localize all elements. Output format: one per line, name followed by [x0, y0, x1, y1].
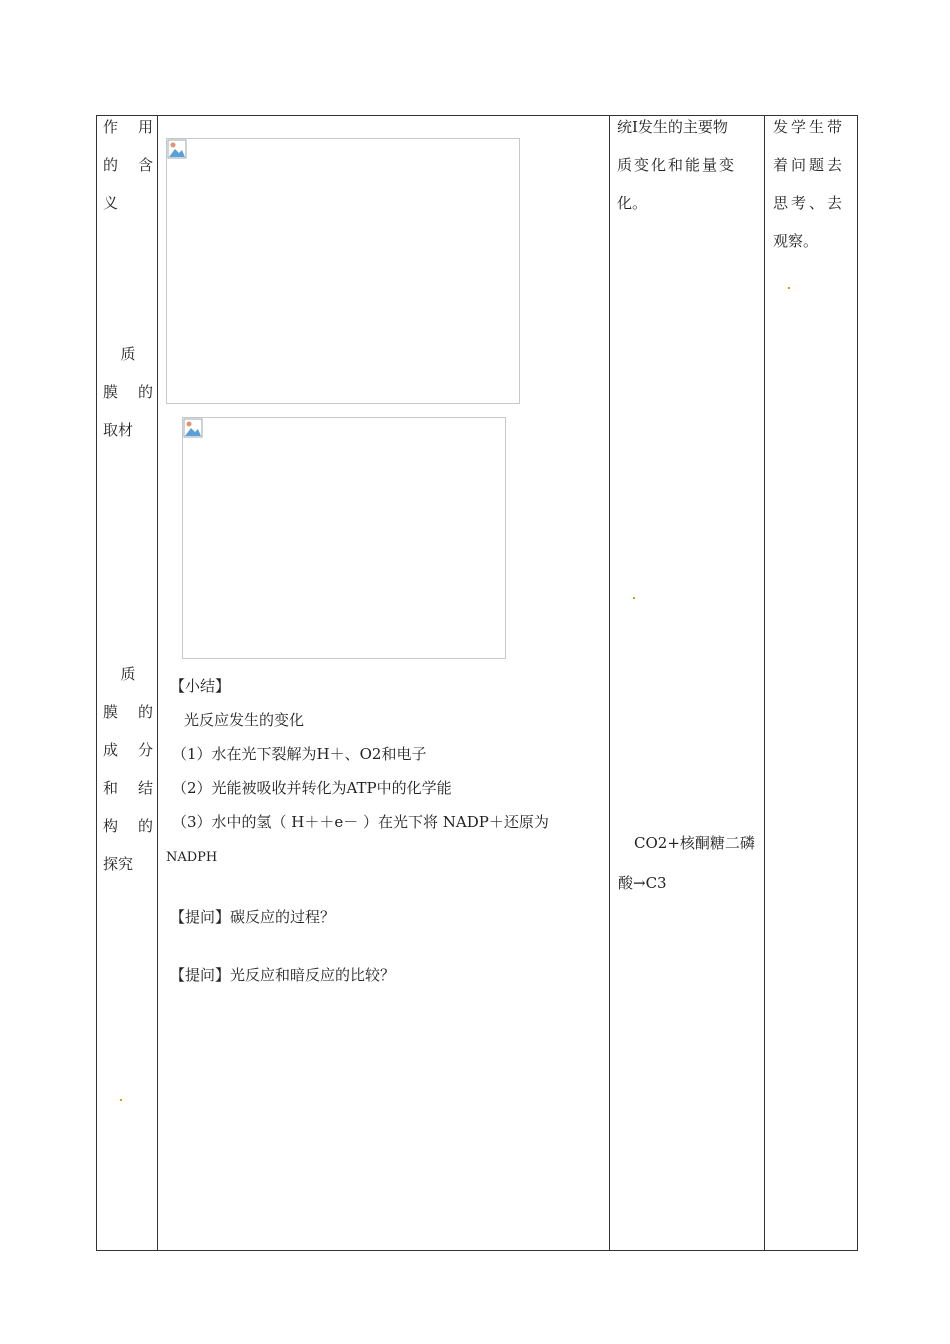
section-label-membrane-structure — [103, 655, 153, 883]
column3-description — [617, 108, 759, 222]
text-line: 发学生带 — [773, 118, 846, 136]
label-line: 取材 — [103, 421, 134, 439]
decorative-dot — [120, 1099, 122, 1101]
section-label-function — [103, 108, 153, 222]
decorative-dot — [633, 597, 635, 599]
text-line: 化。 — [617, 194, 648, 212]
column4-purpose — [773, 108, 853, 260]
table-bottom-border — [96, 1250, 858, 1251]
label-line: 构 的 — [103, 817, 153, 835]
broken-image-icon — [183, 418, 203, 438]
summary-item-3: （3）水中的氢（ H＋＋e－ ）在光下将 NADP＋还原为 — [172, 813, 549, 831]
summary-item-3-cont: NADPH — [166, 850, 218, 865]
label-line: 探究 — [103, 855, 134, 873]
summary-item-2: （2）光能被吸收并转化为ATP中的化学能 — [172, 779, 452, 797]
label-line: 和 结 — [103, 779, 153, 797]
decorative-dot — [788, 287, 790, 289]
table-right-border — [857, 115, 858, 1251]
label-line: 义 — [103, 194, 119, 212]
label-line: 成 分 — [103, 741, 153, 759]
question-carbon-reaction: 【提问】碳反应的过程？ — [170, 908, 336, 926]
text-line: 观察。 — [773, 232, 819, 250]
column-divider-1 — [157, 115, 158, 1251]
summary-title: 【小结】 — [170, 677, 231, 695]
label-line: 的 含 — [103, 156, 153, 174]
label-line: 膜 的 — [103, 383, 153, 401]
label-line: 作 用 — [103, 118, 153, 136]
formula-line-2: 酸→C3 — [618, 874, 667, 892]
section-label-membrane-material — [103, 335, 153, 449]
label-line: 质 — [120, 665, 136, 683]
figure-image-1 — [166, 138, 520, 404]
formula-line-1: CO2+核酮糖二磷 — [634, 834, 755, 852]
text-line: 着问题去 — [773, 156, 846, 174]
figure-image-2 — [182, 417, 506, 659]
column-divider-3 — [764, 115, 765, 1251]
table-left-border — [96, 115, 97, 1251]
label-line: 质 — [120, 345, 136, 363]
column-divider-2 — [609, 115, 610, 1251]
summary-subtitle: 光反应发生的变化 — [184, 711, 305, 729]
summary-item-1: （1）水在光下裂解为H＋、O2和电子 — [172, 745, 427, 763]
text-line: 质变化和能量变 — [617, 156, 737, 174]
label-line: 膜 的 — [103, 703, 153, 721]
text-line: 思考、去 — [773, 194, 846, 212]
broken-image-icon — [167, 139, 187, 159]
text-line: 统Ⅰ发生的主要物 — [617, 118, 728, 136]
question-comparison: 【提问】光反应和暗反应的比较？ — [170, 966, 396, 984]
